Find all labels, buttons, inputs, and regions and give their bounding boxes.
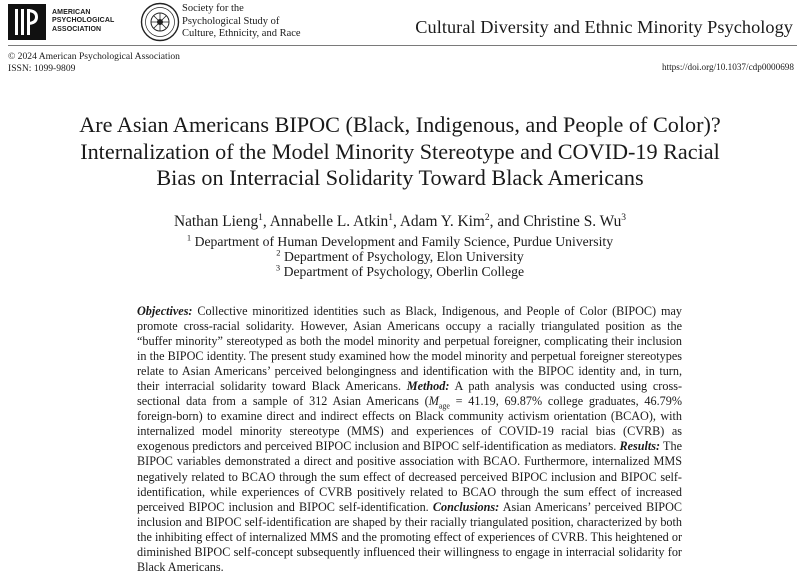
author-affiliation-mark: 3 (621, 211, 627, 223)
abstract-conclusions-label: Conclusions: (432, 499, 500, 514)
abstract (137, 304, 682, 575)
abstract-objectives-text: Collective minoritized identities such as Black, Indigenous, and People of Color (BIPOC) may promote cross-racial solidarity. However, Asian Americans occupy a racially triangulated position as the “buffer minority” stereotyped as both the model minority and perpetual foreigner, complicating their inclusion in the BIPOC identity. The present study examined how the model minority and perpetual foreigner stereotypes relate to Asian Americans’ perceived belongingness and identification with the BIPOC identity and, in turn, their interracial solidarity toward Black Americans. (137, 304, 682, 394)
author-name: Annabelle L. Atkin (269, 213, 389, 230)
journal-header (0, 0, 800, 45)
author-name: Adam Y. Kim (399, 213, 485, 230)
affiliation-list (0, 234, 800, 279)
apa-wordmark: AMERICAN PSYCHOLOGICAL ASSOCIATION (52, 9, 115, 33)
author-affiliation-mark: 2 (484, 211, 490, 223)
abstract-results-label: Results: (619, 439, 661, 454)
affiliation-item: $^1$ Department of Human Development and Family Science, Purdue University (186, 232, 614, 249)
society-name: Society for the Psychological Study of Culture, Ethnicity, and Race (182, 3, 301, 39)
abstract-objectives-label: Objectives: (137, 304, 193, 318)
age-mean-subscript: age (438, 401, 450, 411)
author-name: Christine S. Wu (523, 213, 622, 230)
affiliation-item: $^2$ Department of Psychology, Elon University (276, 247, 524, 264)
abstract-conclusions-text: Asian Americans’ perceived BIPOC inclusion and BIPOC self-identification are shaped by their racially triangulated position, characterized by both the inhibiting effect of internalized MMS and the promoting effect of experiences of CVRB. This heightened or diminished BIPOC self-concept subsequently influenced their willingness to engage in interracial solidarity for Black Americans. (137, 499, 683, 574)
header-divider (8, 45, 797, 46)
affiliation-item: $^3$ Department of Psychology, Oberlin College (275, 262, 525, 279)
age-mean-symbol: M (428, 394, 439, 409)
author-affiliation-mark: 1 (258, 211, 263, 223)
journal-title: Cultural Diversity and Ethnic Minority Psychology (415, 17, 793, 37)
issn-text: ISSN: 1099-9809 (8, 62, 76, 74)
author-name: Nathan Lieng (173, 213, 259, 230)
doi-link[interactable]: https://doi.org/10.1037/cdp0000698 (661, 62, 794, 72)
author-list: Nathan Lieng$^1$, Annabelle L. Atkin$^1$, Adam Y. Kim$^2$, and Christine S. Wu$^3$ (173, 211, 627, 230)
copyright-block (8, 51, 180, 74)
abstract-results-text: The BIPOC variables demonstrated a direct and positive association with BCAO. Furthermore, internalized MMS negatively related to BCAO through the sum effect of decreased perceived BIPOC inclusion and BIPOC self-identification, while experiences of CVRB positively related to BCAO through the sum effect of increased perceived BIPOC inclusion and BIPOC self-identification. (137, 439, 682, 514)
author-affiliation-mark: 1 (388, 211, 393, 223)
abstract-method-label: Method: (406, 379, 450, 394)
abstract-method-text-cont: = 41.19, 69.87% college graduates, 46.79% foreign-born) to examine direct and indirect effects on Black community activism orientation (BCAO), with internalized model minority stereotype (MMS) and experiences of COVID-19 racial bias (CVRB) as exogenous predictors and perceived BIPOC inclusion and BIPOC self-identification as mediators. (137, 394, 682, 454)
article-title: Are Asian Americans BIPOC (Black, Indigenous, and People of Color)? Internalization of the Model Minority Stereotype and COVID-19 Racial Bias on Interracial Solidarity Toward Black Americans (79, 112, 721, 190)
apa-logo-icon (8, 4, 46, 40)
copyright-text: © 2024 American Psychological Association (8, 51, 180, 62)
abstract-method-text: A path analysis was conducted using cross-sectional data from a sample of 312 Asian Americans ( (137, 379, 683, 409)
society-seal-icon (140, 2, 180, 42)
